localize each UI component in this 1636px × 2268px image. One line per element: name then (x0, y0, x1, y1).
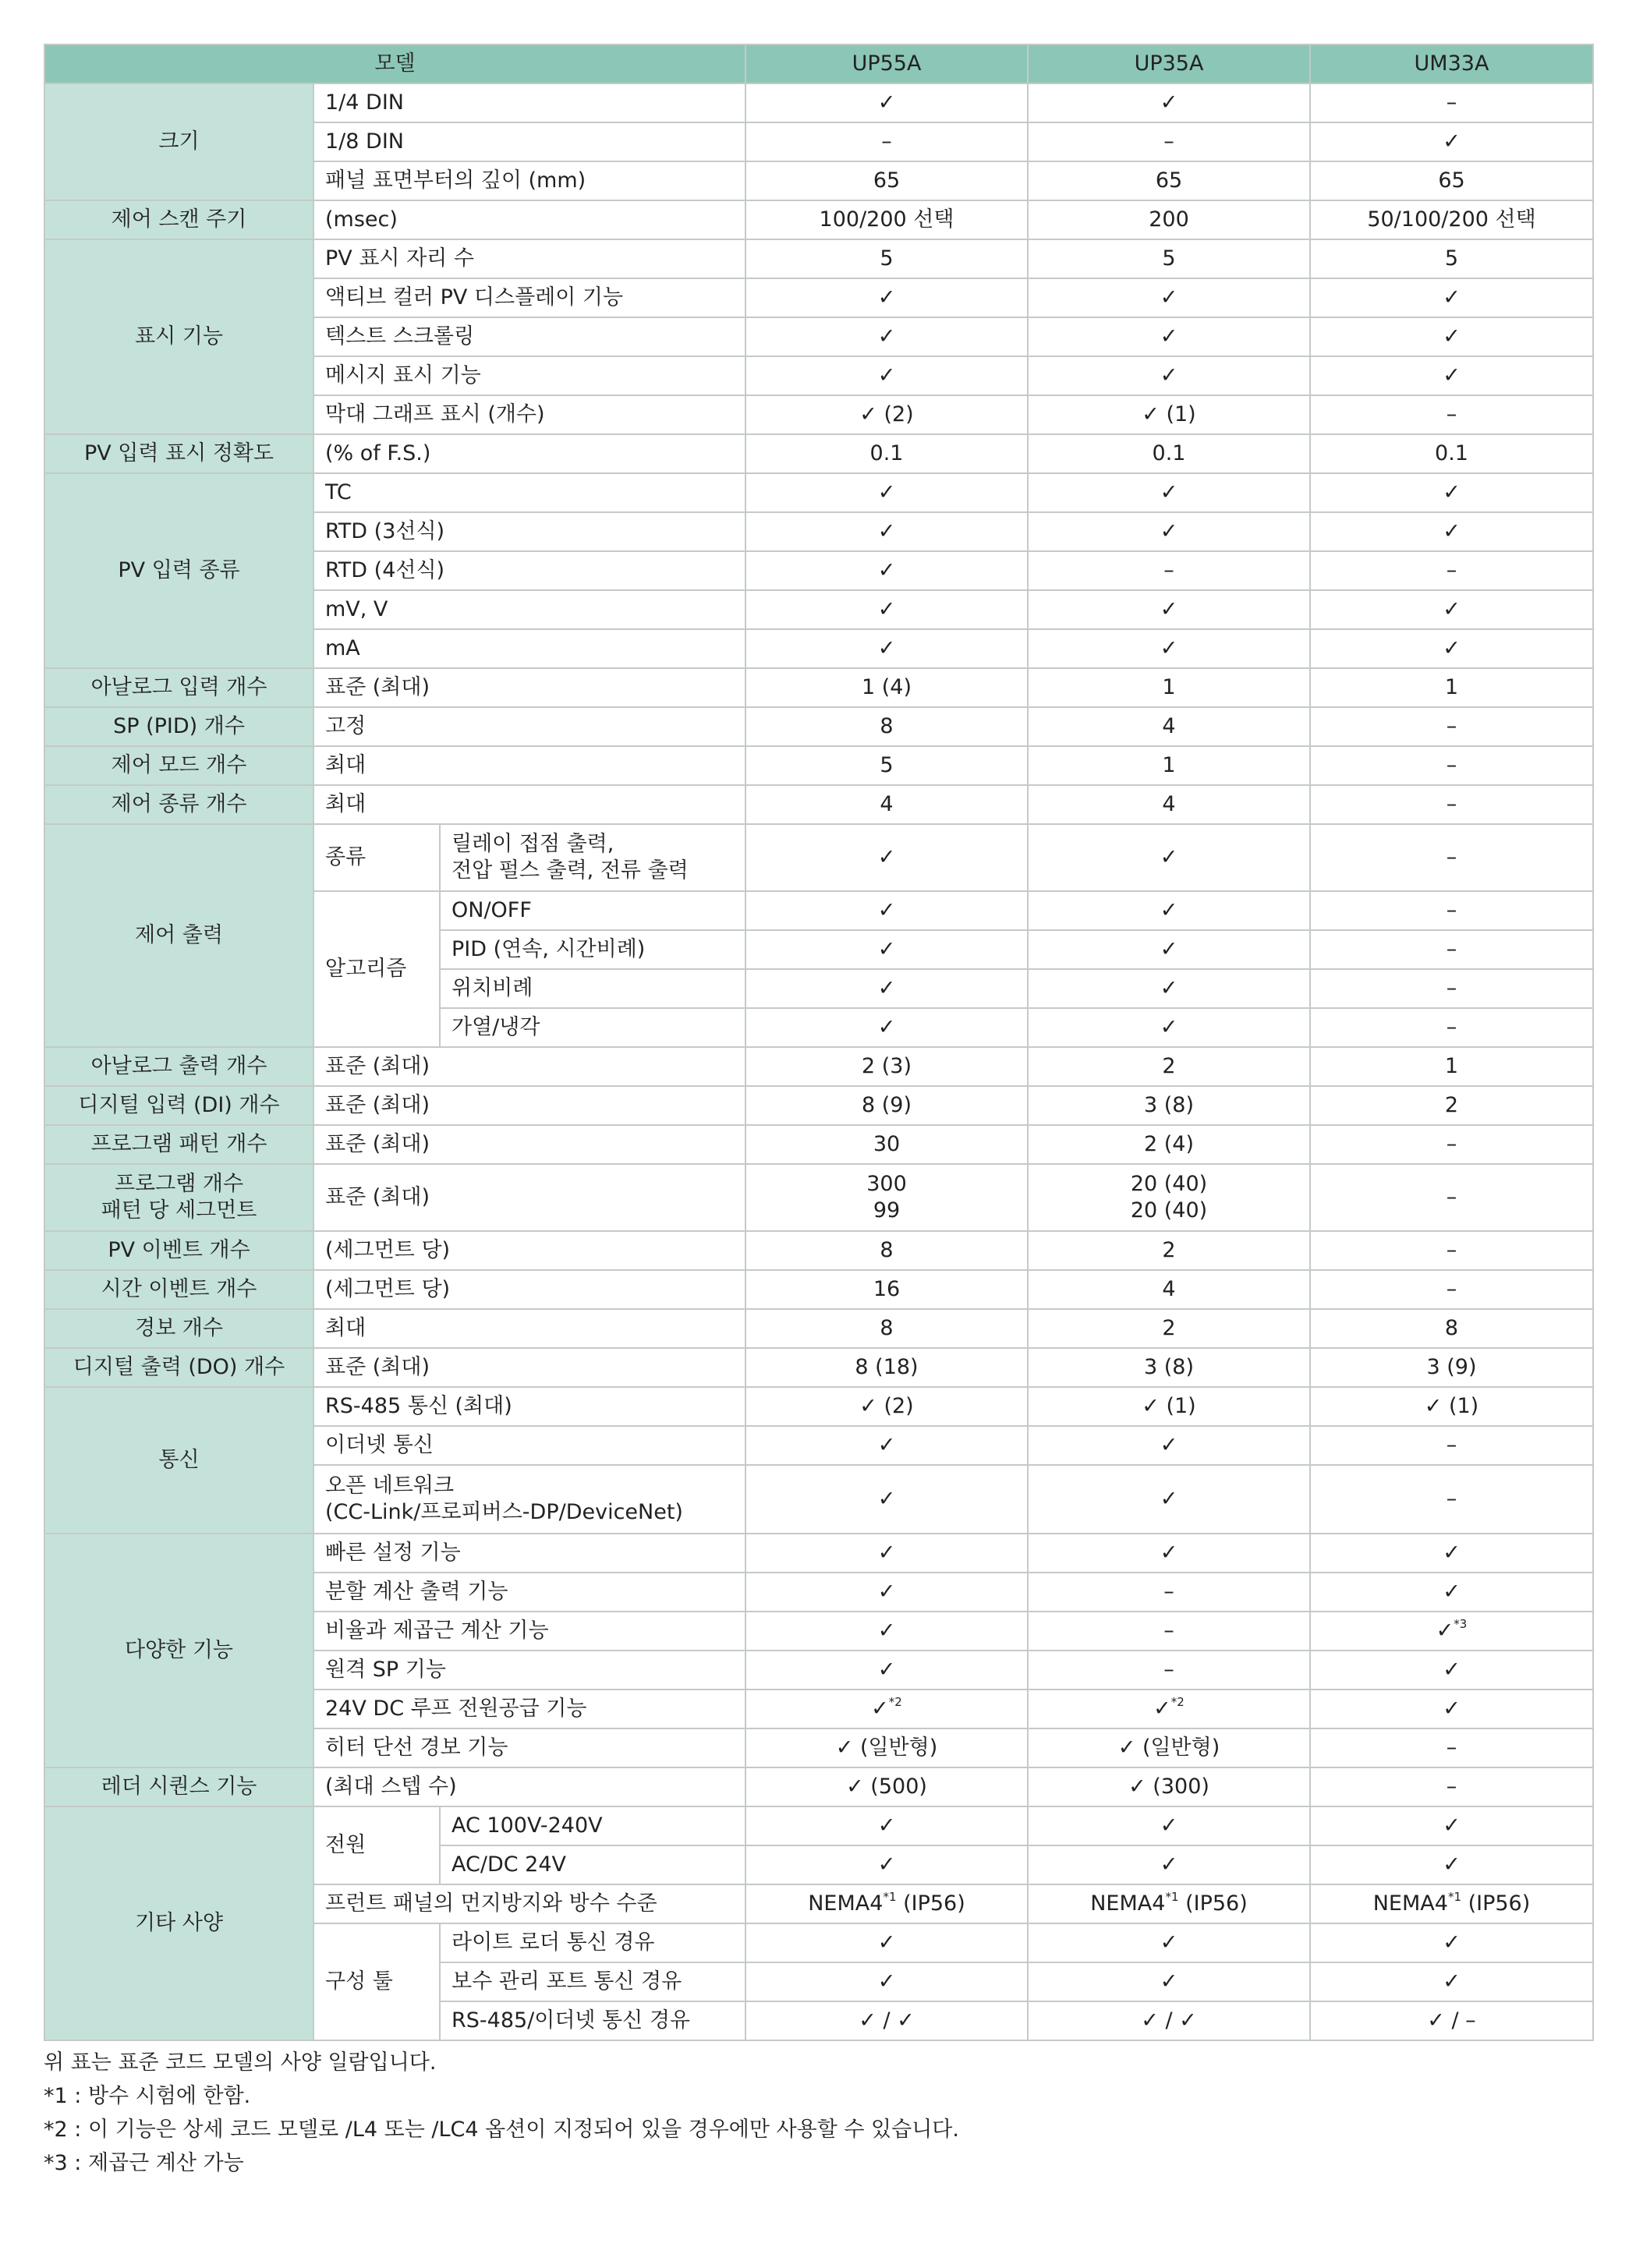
cell-um33a: – (1310, 1270, 1593, 1309)
cell-up55a: ✓ (일반형) (745, 1728, 1028, 1767)
table-row (44, 1806, 1593, 1845)
cell-um33a: – (1310, 1426, 1593, 1465)
cell-um33a (1310, 1884, 1593, 1923)
cell-um33a (1310, 1612, 1593, 1651)
cell-um33a: – (1310, 1164, 1593, 1231)
row-label (440, 824, 745, 891)
cell-up35a: ✓ (300) (1028, 1767, 1310, 1806)
cell-up55a: 8 (745, 707, 1028, 746)
cell-up35a: – (1028, 1651, 1310, 1690)
category-pv-event: PV 이벤트 개수 (44, 1231, 313, 1270)
category-analog-output: 아날로그 출력 개수 (44, 1047, 313, 1086)
cell-up55a: 5 (745, 746, 1028, 785)
cell-up35a: 2 (1028, 1047, 1310, 1086)
cell-up35a: ✓ (1028, 891, 1310, 930)
cell-up55a: ✓ (745, 1651, 1028, 1690)
cell-up55a: 8 (9) (745, 1086, 1028, 1125)
row-label: RTD (4선식) (313, 551, 745, 590)
row-label: AC 100V-240V (440, 1806, 745, 1845)
cell-um33a: – (1310, 785, 1593, 824)
cell-um33a: – (1310, 551, 1593, 590)
row-label: PID (연속, 시간비례) (440, 930, 745, 969)
cell-um33a: ✓ (1310, 356, 1593, 395)
cell-um33a: – (1310, 1125, 1593, 1164)
cell-up55a: ✓ (745, 1962, 1028, 2001)
cell-um33a: 2 (1310, 1086, 1593, 1125)
table-row (44, 1387, 1593, 1426)
cell-um33a: ✓ (1310, 629, 1593, 668)
cell-up55a: 100/200 선택 (745, 200, 1028, 239)
cell-um33a: – (1310, 1231, 1593, 1270)
row-label: 표준 (최대) (313, 1086, 745, 1125)
cell-line: 20 (40) (1130, 1172, 1208, 1196)
row-label: 표준 (최대) (313, 1348, 745, 1387)
cell-um33a: ✓ (1310, 590, 1593, 629)
category-time-event: 시간 이벤트 개수 (44, 1270, 313, 1309)
cell-um33a: – (1310, 395, 1593, 434)
row-label: (세그먼트 당) (313, 1270, 745, 1309)
row-label: 최대 (313, 1309, 745, 1348)
category-digital-output: 디지털 출력 (DO) 개수 (44, 1348, 313, 1387)
cell-up35a (1028, 1690, 1310, 1728)
cell-value: ✓ (1153, 1697, 1171, 1721)
cell-up35a: 4 (1028, 707, 1310, 746)
row-label: 1/4 DIN (313, 83, 745, 122)
row-label: (msec) (313, 200, 745, 239)
cell-value: (IP56) (896, 1891, 965, 1916)
footnote-mark: *2 (1170, 1695, 1185, 1709)
header-um33a: UM33A (1310, 44, 1593, 83)
row-label: mA (313, 629, 745, 668)
category-sp: SP (PID) 개수 (44, 707, 313, 746)
cell-up35a: ✓ (1028, 930, 1310, 969)
cell-up55a: ✓ (745, 891, 1028, 930)
cell-up55a (745, 1690, 1028, 1728)
table-row (44, 1164, 1593, 1231)
cell-up55a: 0.1 (745, 434, 1028, 473)
cell-up35a (1028, 1884, 1310, 1923)
row-group-label: 구성 툴 (313, 1923, 440, 2040)
cell-line: 300 (866, 1172, 907, 1196)
cell-up35a: 4 (1028, 1270, 1310, 1309)
cell-up55a: 65 (745, 161, 1028, 200)
category-control-output: 제어 출력 (44, 824, 313, 1047)
cell-value: ✓ (1436, 1619, 1454, 1643)
row-label: 최대 (313, 785, 745, 824)
table-row (44, 668, 1593, 707)
footnote-mark: *1 (1165, 1890, 1179, 1904)
cell-value: NEMA4 (1090, 1891, 1166, 1916)
cell-up35a: 2 (1028, 1309, 1310, 1348)
row-label: 빠른 설정 기능 (313, 1534, 745, 1573)
cell-um33a: ✓ / – (1310, 2001, 1593, 2040)
cell-um33a: ✓ (1310, 1690, 1593, 1728)
table-row (44, 473, 1593, 512)
table-row (44, 707, 1593, 746)
row-label: 분할 계산 출력 기능 (313, 1573, 745, 1612)
row-group-label: 전원 (313, 1806, 440, 1884)
table-row (44, 434, 1593, 473)
row-label: 프런트 패널의 먼지방지와 방수 수준 (313, 1884, 745, 1923)
cell-up55a: 5 (745, 239, 1028, 278)
category-program-pattern: 프로그램 패턴 개수 (44, 1125, 313, 1164)
cell-um33a: – (1310, 891, 1593, 930)
cell-up55a: 2 (3) (745, 1047, 1028, 1086)
cell-up35a (1028, 1164, 1310, 1231)
cell-up55a: 4 (745, 785, 1028, 824)
spec-table (44, 44, 1594, 2041)
cell-up35a: ✓ (1028, 1962, 1310, 2001)
cell-up55a: 16 (745, 1270, 1028, 1309)
footnotes (44, 2046, 1592, 2180)
footnote-3: *3 : 제곱근 계산 가능 (44, 2151, 244, 2175)
cell-up55a: ✓ (745, 1534, 1028, 1573)
row-label: 히터 단선 경보 기능 (313, 1728, 745, 1767)
cell-up35a: ✓ (1) (1028, 395, 1310, 434)
row-label: 보수 관리 포트 통신 경유 (440, 1962, 745, 2001)
cell-up55a: 1 (4) (745, 668, 1028, 707)
cell-up35a: – (1028, 1612, 1310, 1651)
row-label-line: (CC-Link/프로피버스-DP/DeviceNet) (325, 1500, 683, 1524)
cell-up35a: ✓ (1028, 1923, 1310, 1962)
cell-up35a: ✓ (1028, 1426, 1310, 1465)
category-scan: 제어 스캔 주기 (44, 200, 313, 239)
header-row (44, 44, 1593, 83)
cell-up35a: – (1028, 1573, 1310, 1612)
cell-up55a: ✓ (745, 551, 1028, 590)
row-label: TC (313, 473, 745, 512)
category-program-segment (44, 1164, 313, 1231)
row-label: 고정 (313, 707, 745, 746)
footnote-mark: *3 (1454, 1617, 1468, 1631)
cell-um33a: ✓ (1310, 278, 1593, 317)
row-label: (% of F.S.) (313, 434, 745, 473)
row-label: 가열/냉각 (440, 1008, 745, 1047)
cell-up35a: ✓ (1028, 590, 1310, 629)
cell-um33a: 3 (9) (1310, 1348, 1593, 1387)
cell-um33a: 1 (1310, 668, 1593, 707)
row-label: AC/DC 24V (440, 1845, 745, 1884)
cell-up35a: ✓ (1028, 356, 1310, 395)
row-label: 막대 그래프 표시 (개수) (313, 395, 745, 434)
cell-up35a: – (1028, 551, 1310, 590)
cell-um33a: ✓ (1310, 1923, 1593, 1962)
table-row (44, 1231, 1593, 1270)
cell-up35a: ✓ (1028, 278, 1310, 317)
cell-up35a: ✓ (1) (1028, 1387, 1310, 1426)
cell-up35a: ✓ / ✓ (1028, 2001, 1310, 2040)
cell-up55a: ✓ (745, 1573, 1028, 1612)
cell-um33a: 8 (1310, 1309, 1593, 1348)
category-analog-input: 아날로그 입력 개수 (44, 668, 313, 707)
cell-um33a: – (1310, 930, 1593, 969)
footnote-mark: *1 (883, 1890, 897, 1904)
spec-sheet (44, 44, 1592, 2180)
cell-um33a: – (1310, 1728, 1593, 1767)
category-pv-input: PV 입력 종류 (44, 473, 313, 668)
cell-up35a: ✓ (1028, 317, 1310, 356)
cell-um33a: – (1310, 1465, 1593, 1534)
cell-um33a: ✓ (1310, 1573, 1593, 1612)
table-row (44, 824, 1593, 891)
row-label: 이더넷 통신 (313, 1426, 745, 1465)
cell-um33a: 0.1 (1310, 434, 1593, 473)
cell-up35a: 1 (1028, 746, 1310, 785)
row-label: 최대 (313, 746, 745, 785)
cell-um33a: ✓ (1310, 1845, 1593, 1884)
category-communication: 통신 (44, 1387, 313, 1534)
row-label: 원격 SP 기능 (313, 1651, 745, 1690)
cell-up35a: ✓ (1028, 824, 1310, 891)
table-row (44, 1767, 1593, 1806)
cell-up35a: 2 (1028, 1231, 1310, 1270)
row-label: ON/OFF (440, 891, 745, 930)
category-control-mode: 제어 모드 개수 (44, 746, 313, 785)
cell-up35a: ✓ (1028, 969, 1310, 1008)
cell-up55a: ✓ (745, 356, 1028, 395)
cell-um33a: 5 (1310, 239, 1593, 278)
cell-up55a: ✓ (2) (745, 395, 1028, 434)
row-label: RS-485 통신 (최대) (313, 1387, 745, 1426)
row-label: (세그먼트 당) (313, 1231, 745, 1270)
table-row (44, 1086, 1593, 1125)
cell-up35a: ✓ (1028, 629, 1310, 668)
row-label: 표준 (최대) (313, 1047, 745, 1086)
cell-um33a: ✓ (1310, 1651, 1593, 1690)
footnote-1: *1 : 방수 시험에 한함. (44, 2084, 251, 2108)
cell-up55a: ✓ (745, 590, 1028, 629)
table-row (44, 1309, 1593, 1348)
cell-um33a: – (1310, 83, 1593, 122)
cell-up35a: 4 (1028, 785, 1310, 824)
category-other: 기타 사양 (44, 1806, 313, 2040)
cell-up35a: ✓ (1028, 1806, 1310, 1845)
category-size: 크기 (44, 83, 313, 200)
cell-up35a: 3 (8) (1028, 1348, 1310, 1387)
header-model: 모델 (44, 44, 745, 83)
cell-um33a: ✓ (1310, 1806, 1593, 1845)
row-label (313, 1465, 745, 1534)
cell-up55a: ✓ (745, 1426, 1028, 1465)
cell-um33a: 65 (1310, 161, 1593, 200)
cell-value: ✓ (871, 1697, 889, 1721)
row-label: 표준 (최대) (313, 1125, 745, 1164)
cell-up35a: 0.1 (1028, 434, 1310, 473)
cell-um33a: ✓ (1) (1310, 1387, 1593, 1426)
cell-up55a: ✓ (745, 1612, 1028, 1651)
cell-up55a: 30 (745, 1125, 1028, 1164)
cell-up55a: ✓ (745, 1845, 1028, 1884)
cell-up35a: ✓ (1028, 83, 1310, 122)
row-label: 표준 (최대) (313, 1164, 745, 1231)
footnote-mark: *1 (1447, 1890, 1461, 1904)
category-display: 표시 기능 (44, 239, 313, 434)
row-label: 패널 표면부터의 깊이 (mm) (313, 161, 745, 200)
cell-um33a: – (1310, 746, 1593, 785)
cell-up55a: ✓ (745, 473, 1028, 512)
cell-up35a: 3 (8) (1028, 1086, 1310, 1125)
category-accuracy: PV 입력 표시 정확도 (44, 434, 313, 473)
cell-up55a: ✓ (745, 278, 1028, 317)
cell-up55a: ✓ (745, 930, 1028, 969)
cell-up35a: ✓ (1028, 1534, 1310, 1573)
table-row (44, 1047, 1593, 1086)
cell-up35a: 65 (1028, 161, 1310, 200)
table-row (44, 1534, 1593, 1573)
cell-up55a: ✓ (745, 1008, 1028, 1047)
cell-up35a: ✓ (일반형) (1028, 1728, 1310, 1767)
row-label-line: 전압 펄스 출력, 전류 출력 (451, 858, 689, 883)
category-line: 패턴 당 세그먼트 (101, 1198, 257, 1222)
cell-value: NEMA4 (1372, 1891, 1448, 1916)
cell-up35a: ✓ (1028, 1008, 1310, 1047)
cell-up55a: ✓ (745, 1806, 1028, 1845)
cell-um33a: – (1310, 1767, 1593, 1806)
row-label: 텍스트 스크롤링 (313, 317, 745, 356)
category-ladder: 레더 시퀀스 기능 (44, 1767, 313, 1806)
row-label: 1/8 DIN (313, 122, 745, 161)
header-up55a: UP55A (745, 44, 1028, 83)
cell-up55a (745, 1164, 1028, 1231)
cell-up35a: ✓ (1028, 473, 1310, 512)
cell-value: NEMA4 (808, 1891, 884, 1916)
cell-up35a: – (1028, 122, 1310, 161)
row-label: PV 표시 자리 수 (313, 239, 745, 278)
cell-up35a: 2 (4) (1028, 1125, 1310, 1164)
cell-up55a: – (745, 122, 1028, 161)
cell-up35a: 1 (1028, 668, 1310, 707)
row-label: 위치비례 (440, 969, 745, 1008)
cell-value: (IP56) (1178, 1891, 1248, 1916)
row-label: 24V DC 루프 전원공급 기능 (313, 1690, 745, 1728)
footnote-mark: *2 (888, 1695, 902, 1709)
row-label: 비율과 제곱근 계산 기능 (313, 1612, 745, 1651)
cell-um33a: ✓ (1310, 1534, 1593, 1573)
cell-up35a: ✓ (1028, 1845, 1310, 1884)
cell-up55a: ✓ (745, 83, 1028, 122)
cell-up55a: ✓ (745, 629, 1028, 668)
footnote-intro: 위 표는 표준 코드 모델의 사양 일람입니다. (44, 2050, 437, 2075)
cell-line: 99 (873, 1198, 901, 1222)
row-label: 액티브 컬러 PV 디스플레이 기능 (313, 278, 745, 317)
row-label-line: 오픈 네트워크 (325, 1474, 455, 1498)
row-label: RTD (3선식) (313, 512, 745, 551)
header-up35a: UP35A (1028, 44, 1310, 83)
cell-up55a: ✓ (745, 512, 1028, 551)
cell-up55a: ✓ (745, 969, 1028, 1008)
cell-up55a: 8 (745, 1309, 1028, 1348)
category-alarm: 경보 개수 (44, 1309, 313, 1348)
row-label: 표준 (최대) (313, 668, 745, 707)
cell-um33a: – (1310, 1008, 1593, 1047)
cell-um33a: – (1310, 824, 1593, 891)
cell-um33a: – (1310, 969, 1593, 1008)
cell-up55a: ✓ (745, 1465, 1028, 1534)
cell-up35a: ✓ (1028, 1465, 1310, 1534)
cell-up55a: ✓ (745, 317, 1028, 356)
cell-up55a: 8 (18) (745, 1348, 1028, 1387)
cell-um33a: ✓ (1310, 473, 1593, 512)
table-row (44, 1125, 1593, 1164)
cell-um33a: – (1310, 707, 1593, 746)
cell-up55a: ✓ / ✓ (745, 2001, 1028, 2040)
row-label: (최대 스텝 수) (313, 1767, 745, 1806)
row-label: mV, V (313, 590, 745, 629)
row-label: 라이트 로더 통신 경유 (440, 1923, 745, 1962)
table-row (44, 1270, 1593, 1309)
row-label: RS-485/이더넷 통신 경유 (440, 2001, 745, 2040)
footnote-2: *2 : 이 기능은 상세 코드 모델로 /L4 또는 /LC4 옵션이 지정되어 있을 경우에만 사용할 수 있습니다. (44, 2118, 959, 2142)
cell-um33a: 1 (1310, 1047, 1593, 1086)
table-row (44, 785, 1593, 824)
cell-value: (IP56) (1461, 1891, 1531, 1916)
table-row (44, 1348, 1593, 1387)
cell-up55a: ✓ (745, 824, 1028, 891)
cell-up55a (745, 1884, 1028, 1923)
table-row (44, 83, 1593, 122)
category-line: 프로그램 개수 (114, 1172, 244, 1196)
table-row (44, 746, 1593, 785)
category-various: 다양한 기능 (44, 1534, 313, 1767)
cell-line: 20 (40) (1130, 1198, 1208, 1222)
cell-up35a: 5 (1028, 239, 1310, 278)
cell-um33a: ✓ (1310, 1962, 1593, 2001)
row-label-line: 릴레이 접점 출력, (451, 832, 614, 856)
cell-um33a: ✓ (1310, 317, 1593, 356)
category-control-type: 제어 종류 개수 (44, 785, 313, 824)
cell-up55a: ✓ (500) (745, 1767, 1028, 1806)
cell-um33a: ✓ (1310, 512, 1593, 551)
cell-up35a: 200 (1028, 200, 1310, 239)
table-row (44, 239, 1593, 278)
cell-up55a: ✓ (2) (745, 1387, 1028, 1426)
row-group-label: 종류 (313, 824, 440, 891)
cell-up35a: ✓ (1028, 512, 1310, 551)
row-group-label: 알고리즘 (313, 891, 440, 1047)
category-digital-input: 디지털 입력 (DI) 개수 (44, 1086, 313, 1125)
cell-um33a: ✓ (1310, 122, 1593, 161)
cell-up55a: ✓ (745, 1923, 1028, 1962)
cell-um33a: 50/100/200 선택 (1310, 200, 1593, 239)
cell-up55a: 8 (745, 1231, 1028, 1270)
row-label: 메시지 표시 기능 (313, 356, 745, 395)
table-row (44, 200, 1593, 239)
